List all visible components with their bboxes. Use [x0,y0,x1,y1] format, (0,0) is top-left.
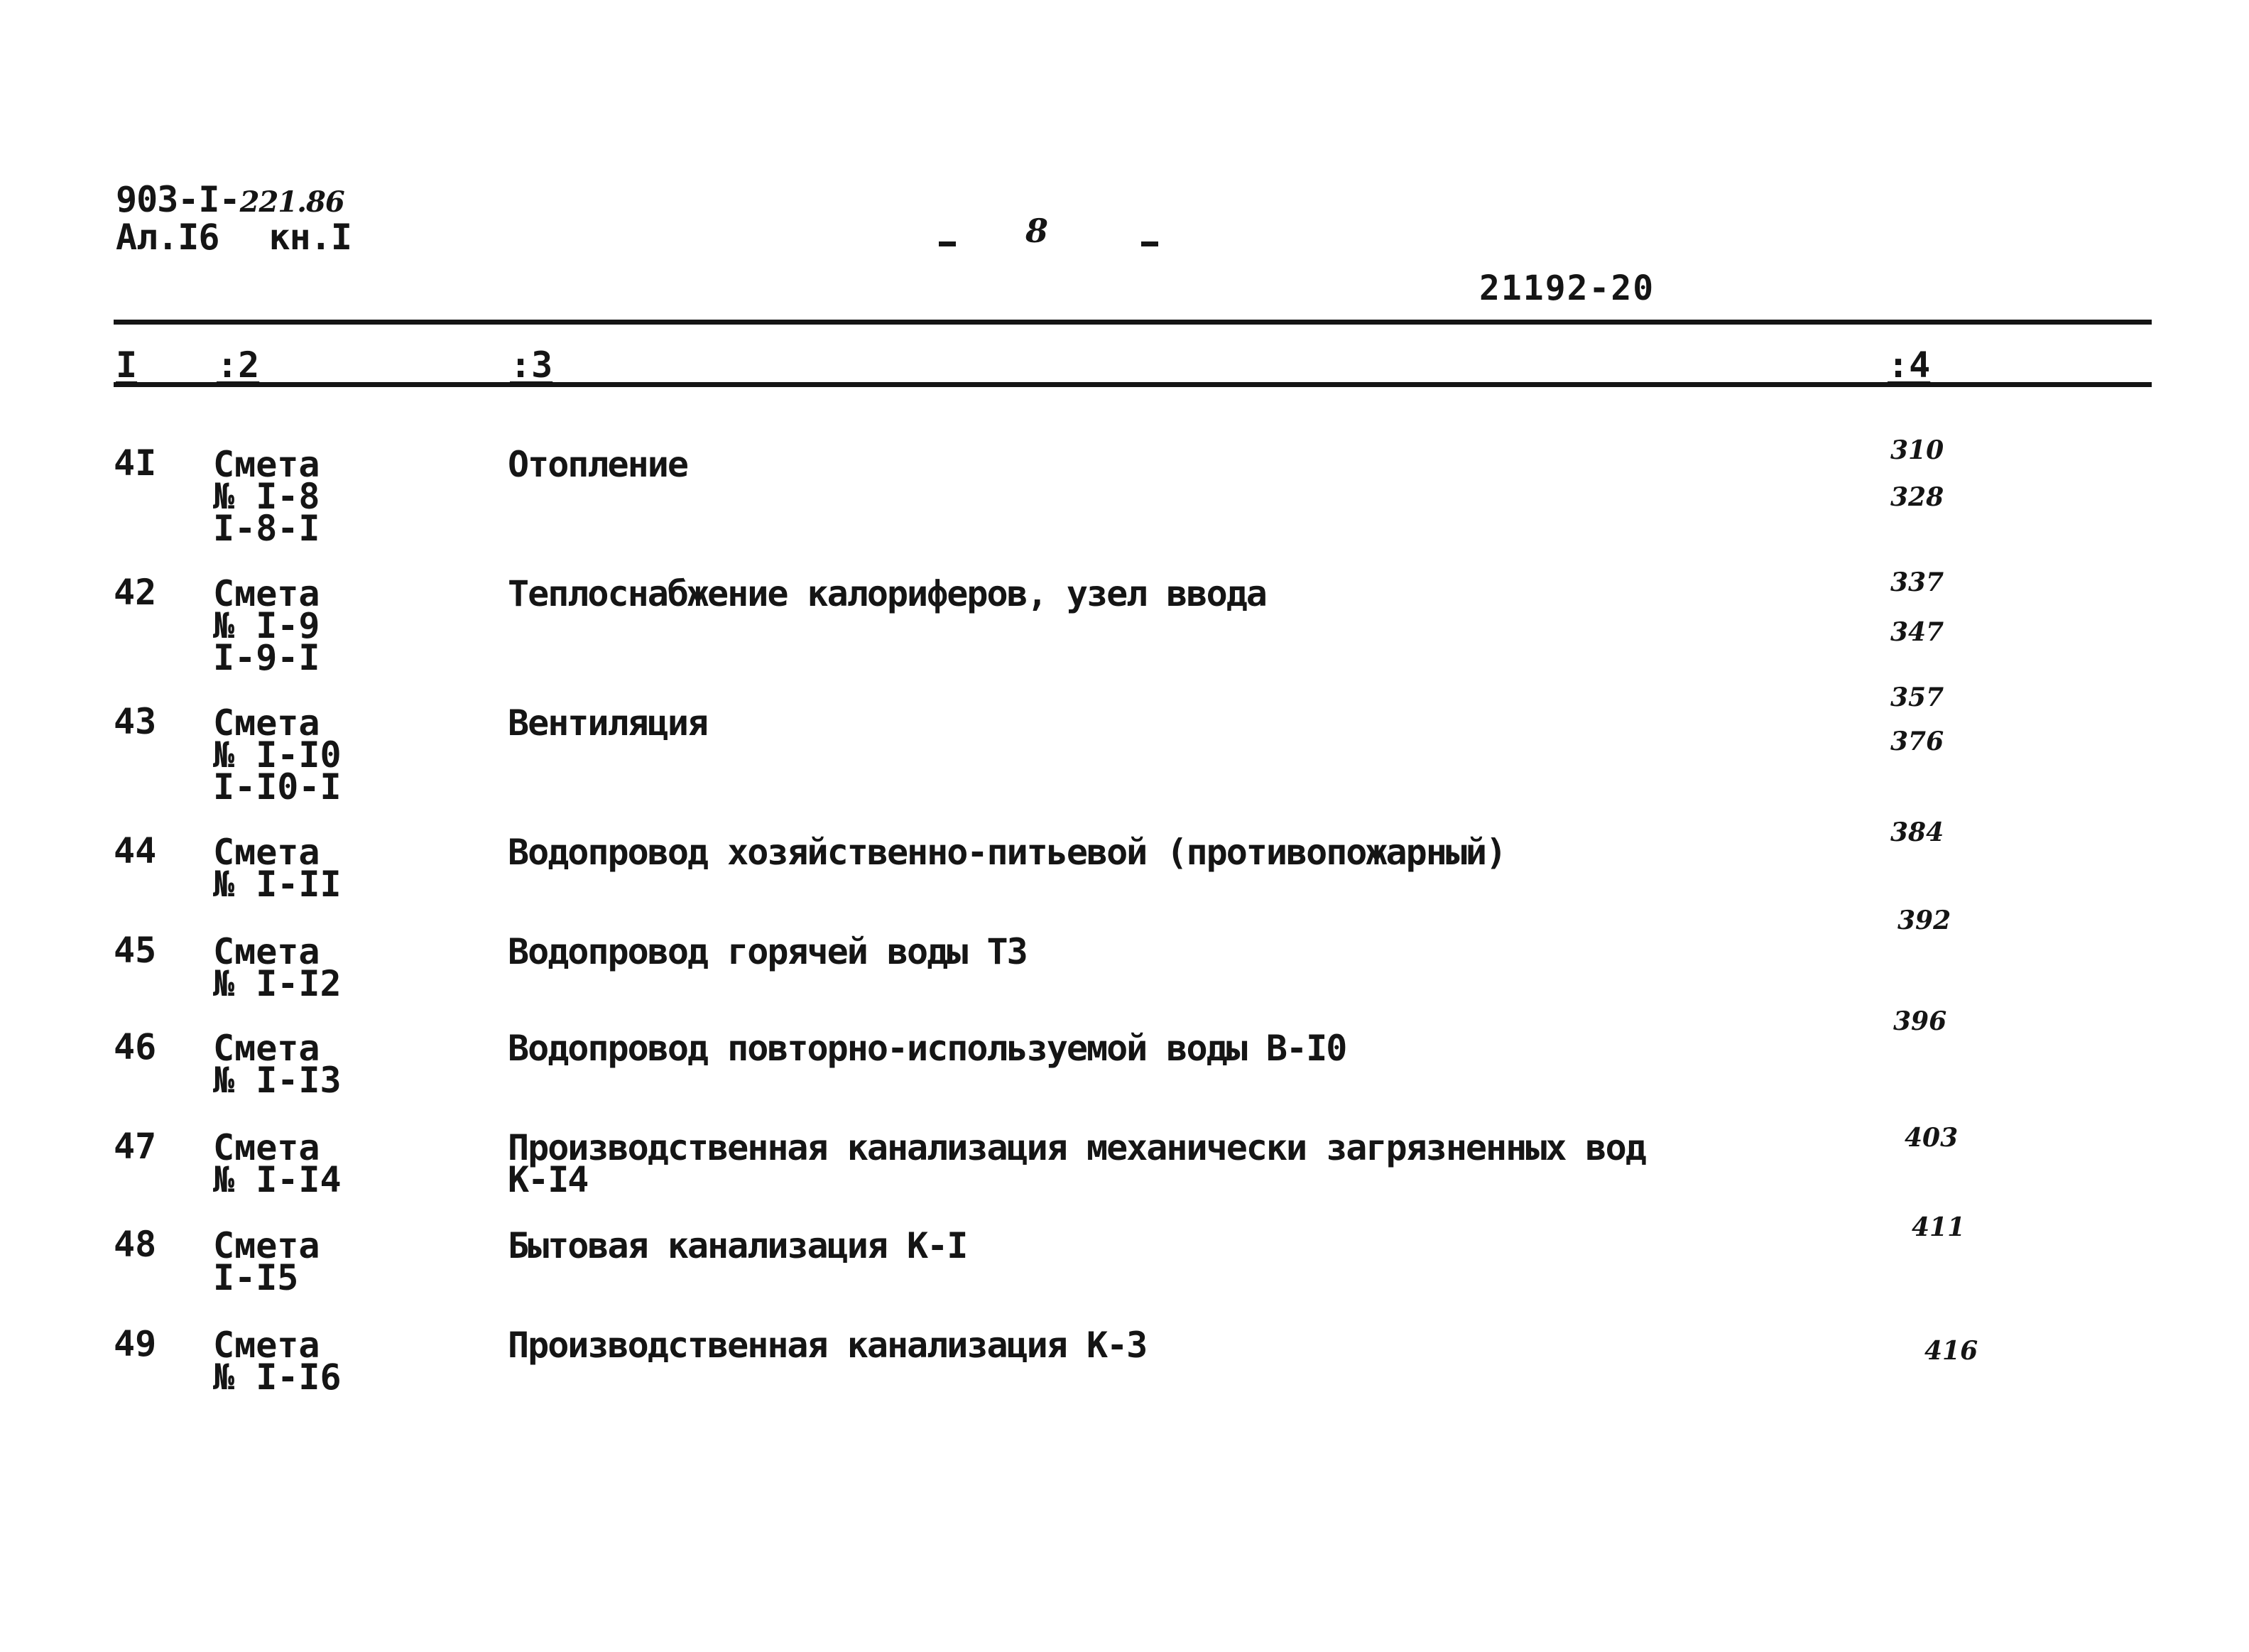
page-ref: 337 [1890,567,1944,597]
document-code-handwritten: 221.86 [239,185,344,219]
page-ref: 376 [1890,727,1944,756]
page-ref: 416 [1924,1336,1978,1366]
page-ref: 328 [1890,482,1944,512]
row-number: 46 [114,1026,157,1067]
page-number: 8 [1025,212,1049,250]
row-number: 43 [114,701,157,742]
row-number: 4I [114,442,157,484]
column-header-3: :3 [510,344,553,386]
row-number: 42 [114,572,157,613]
estimate-ref: Смета № I-I0 I-I0-I [213,702,342,808]
book-label: кн.I [268,217,352,258]
section-title: Водопровод хозяйственно-питьевой (противопожарный) [508,832,1506,873]
page-ref: 411 [1912,1212,1966,1242]
document-code [116,181,344,221]
column-header-1: I [116,344,138,386]
page-number-dash-left [939,241,956,246]
inventory-number: 21192-20 [1479,268,1655,308]
section-title: Отопление [508,444,687,485]
column-header-4: :4 [1888,344,1931,386]
table-row [0,683,2249,831]
section-title: Водопровод повторно-используемой воды В-I0 [508,1028,1346,1069]
column-header-2: :2 [217,344,260,386]
table-top-rule [114,320,2152,325]
section-title: Теплоснабжение калориферов, узел ввода [508,573,1266,614]
estimate-ref: Смета № I-II [213,832,342,905]
section-title: Водопровод горячей воды Т3 [508,931,1027,972]
row-number: 48 [114,1224,157,1265]
page-ref: 347 [1890,617,1944,647]
estimate-ref: Смета № I-I3 [213,1028,342,1101]
row-number: 47 [114,1126,157,1167]
section-title: Бытовая канализация К-I [508,1225,967,1266]
section-title: Вентиляция [508,702,708,744]
page-ref: 392 [1897,906,1951,935]
table-header-rule [114,382,2152,387]
estimate-ref: Смета № I-I4 [213,1127,342,1200]
estimate-ref: Смета № I-I6 [213,1325,342,1398]
table-row [0,435,2249,572]
section-title: Производственная канализация К-3 [508,1325,1147,1366]
row-number: 49 [114,1323,157,1364]
section-title: Производственная канализация механически загрязненных вод К-I4 [508,1127,1645,1200]
album-label: Ал.I6 [116,217,219,258]
page-ref: 384 [1890,817,1944,847]
page-ref: 310 [1890,435,1944,465]
estimate-ref: Смета № I-9 I-9-I [213,573,320,678]
estimate-ref: Смета I-I5 [213,1225,320,1298]
page-number-dash-right [1141,241,1158,246]
estimate-ref: Смета № I-8 I-8-I [213,444,320,549]
document-code-prefix: 903-I- [116,179,240,220]
table-row [0,1325,2249,1453]
page-ref: 357 [1890,683,1944,712]
row-number: 44 [114,830,157,871]
page-ref: 396 [1893,1006,1947,1036]
row-number: 45 [114,930,157,971]
estimate-ref: Смета № I-I2 [213,931,342,1004]
page-ref: 403 [1905,1123,1959,1153]
album-book-line [116,219,352,256]
